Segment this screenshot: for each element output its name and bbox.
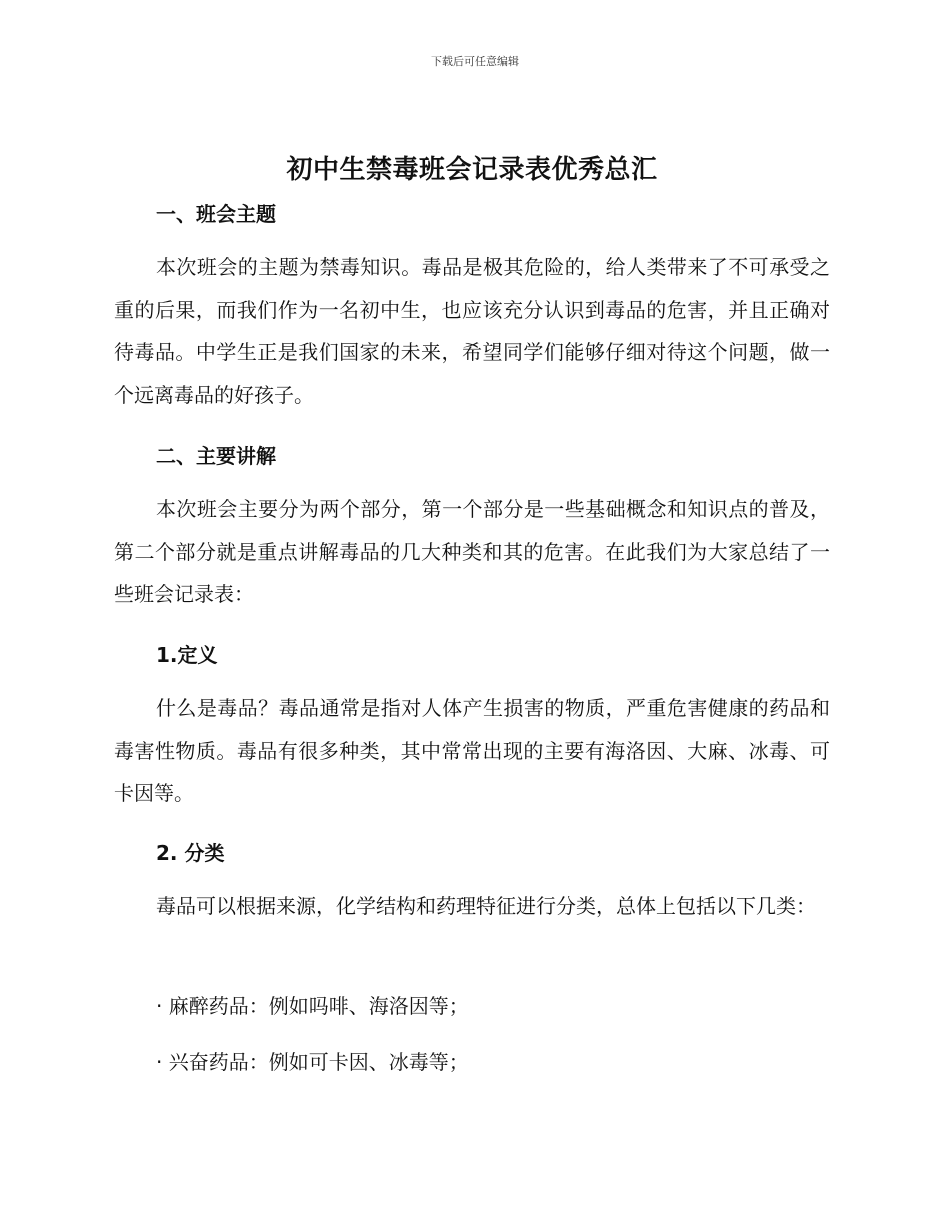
subsection-heading-definition: 1.定义	[156, 643, 218, 667]
paragraph-classification: 毒品可以根据来源，化学结构和药理特征进行分类，总体上包括以下几类：	[156, 894, 816, 918]
paragraph-definition: 什么是毒品？毒品通常是指对人体产生损害的物质，严重危害健康的药品和毒害性物质。毒品有很多种类，其中常常出现的主要有海洛因、大麻、冰毒、可卡因等。	[114, 696, 830, 805]
subsection-heading-classification: 2. 分类	[156, 841, 225, 865]
list-item: · 麻醉药品：例如吗啡、海洛因等；	[156, 994, 469, 1018]
list-item: · 兴奋药品：例如可卡因、冰毒等；	[156, 1050, 469, 1074]
document-title: 初中生禁毒班会记录表优秀总汇	[286, 155, 658, 185]
paragraph-explanation: 本次班会主要分为两个部分，第一个部分是一些基础概念和知识点的普及，第二个部分就是重点讲解毒品的几大种类和其的危害。在此我们为大家总结了一些班会记录表：	[114, 497, 830, 606]
paragraph-theme: 本次班会的主题为禁毒知识。毒品是极其危险的，给人类带来了不可承受之重的后果，而我们作为一名初中生，也应该充分认识到毒品的危害，并且正确对待毒品。中学生正是我们国家的未来，希望同学们能够仔细对待这个问题，做一个远离毒品的好孩子。	[114, 255, 830, 407]
page-header: 下载后可任意编辑	[431, 55, 519, 68]
section-heading-explanation: 二、主要讲解	[156, 444, 276, 468]
section-heading-theme: 一、班会主题	[156, 202, 276, 226]
